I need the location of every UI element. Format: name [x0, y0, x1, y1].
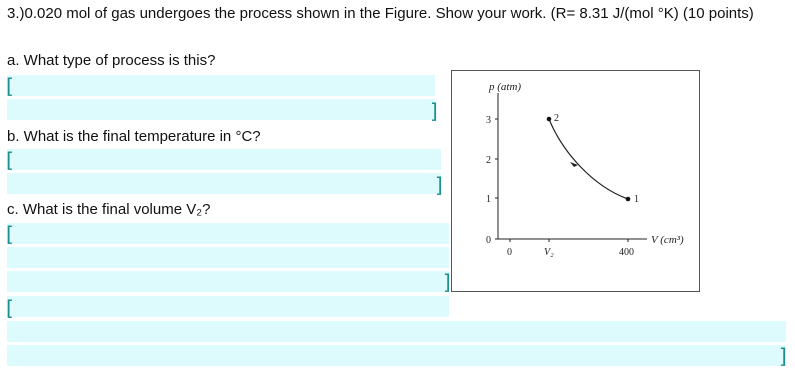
answer-b-open-bracket: [	[6, 148, 14, 172]
pv-diagram	[452, 71, 699, 291]
answer-extra-field-line3[interactable]	[7, 345, 786, 366]
answer-a-field-line1[interactable]	[7, 75, 435, 96]
answer-c-close-bracket: ]	[443, 270, 451, 294]
answer-a-close-bracket: ]	[430, 99, 438, 123]
point-2	[547, 117, 552, 122]
answer-extra-close-bracket: ]	[779, 344, 787, 368]
process-curve	[549, 119, 628, 199]
answer-extra-field-line1[interactable]	[6, 296, 449, 320]
answer-b-field-line2[interactable]	[7, 173, 443, 197]
y-tick-label-0: 0	[486, 235, 491, 246]
question-a-label: a. What type of process is this?	[7, 52, 216, 69]
answer-a-open-bracket: [	[6, 74, 14, 98]
point-1	[626, 197, 631, 202]
answer-a-field-line2[interactable]	[7, 99, 435, 120]
answer-b-close-bracket: ]	[435, 173, 443, 197]
answer-extra-open-bracket: [	[6, 296, 14, 320]
answer-c-field-line2[interactable]	[7, 247, 449, 268]
answer-extra-field-line2[interactable]	[7, 321, 786, 342]
pv-figure	[451, 70, 700, 292]
x-tick-label-400: 400	[619, 247, 634, 258]
x-axis-label: V (cm³)	[651, 234, 684, 246]
x-tick-label-v2: V₂	[544, 247, 554, 258]
y-tick-label-2: 2	[486, 155, 491, 166]
y-tick-label-1: 1	[486, 194, 491, 205]
point-2-label: 2	[554, 113, 559, 124]
y-axis-label: p (atm)	[489, 81, 522, 93]
question-b-label: b. What is the final temperature in °C?	[7, 128, 261, 145]
y-tick-label-3: 3	[486, 115, 491, 126]
question-header: 3.)0.020 mol of gas undergoes the process shown in the Figure. Show your work. (R= 8.31 J/(mol °K) (10 points)	[7, 5, 754, 22]
question-c-label: c. What is the final volume V₂?	[7, 201, 211, 218]
point-1-label: 1	[634, 194, 639, 205]
answer-c-field-line3[interactable]	[7, 271, 449, 292]
answer-b-field-line1[interactable]	[7, 149, 441, 170]
answer-c-open-bracket: [	[6, 222, 14, 246]
x-tick-label-0: 0	[507, 247, 512, 258]
answer-c-field-line1[interactable]	[7, 223, 449, 244]
